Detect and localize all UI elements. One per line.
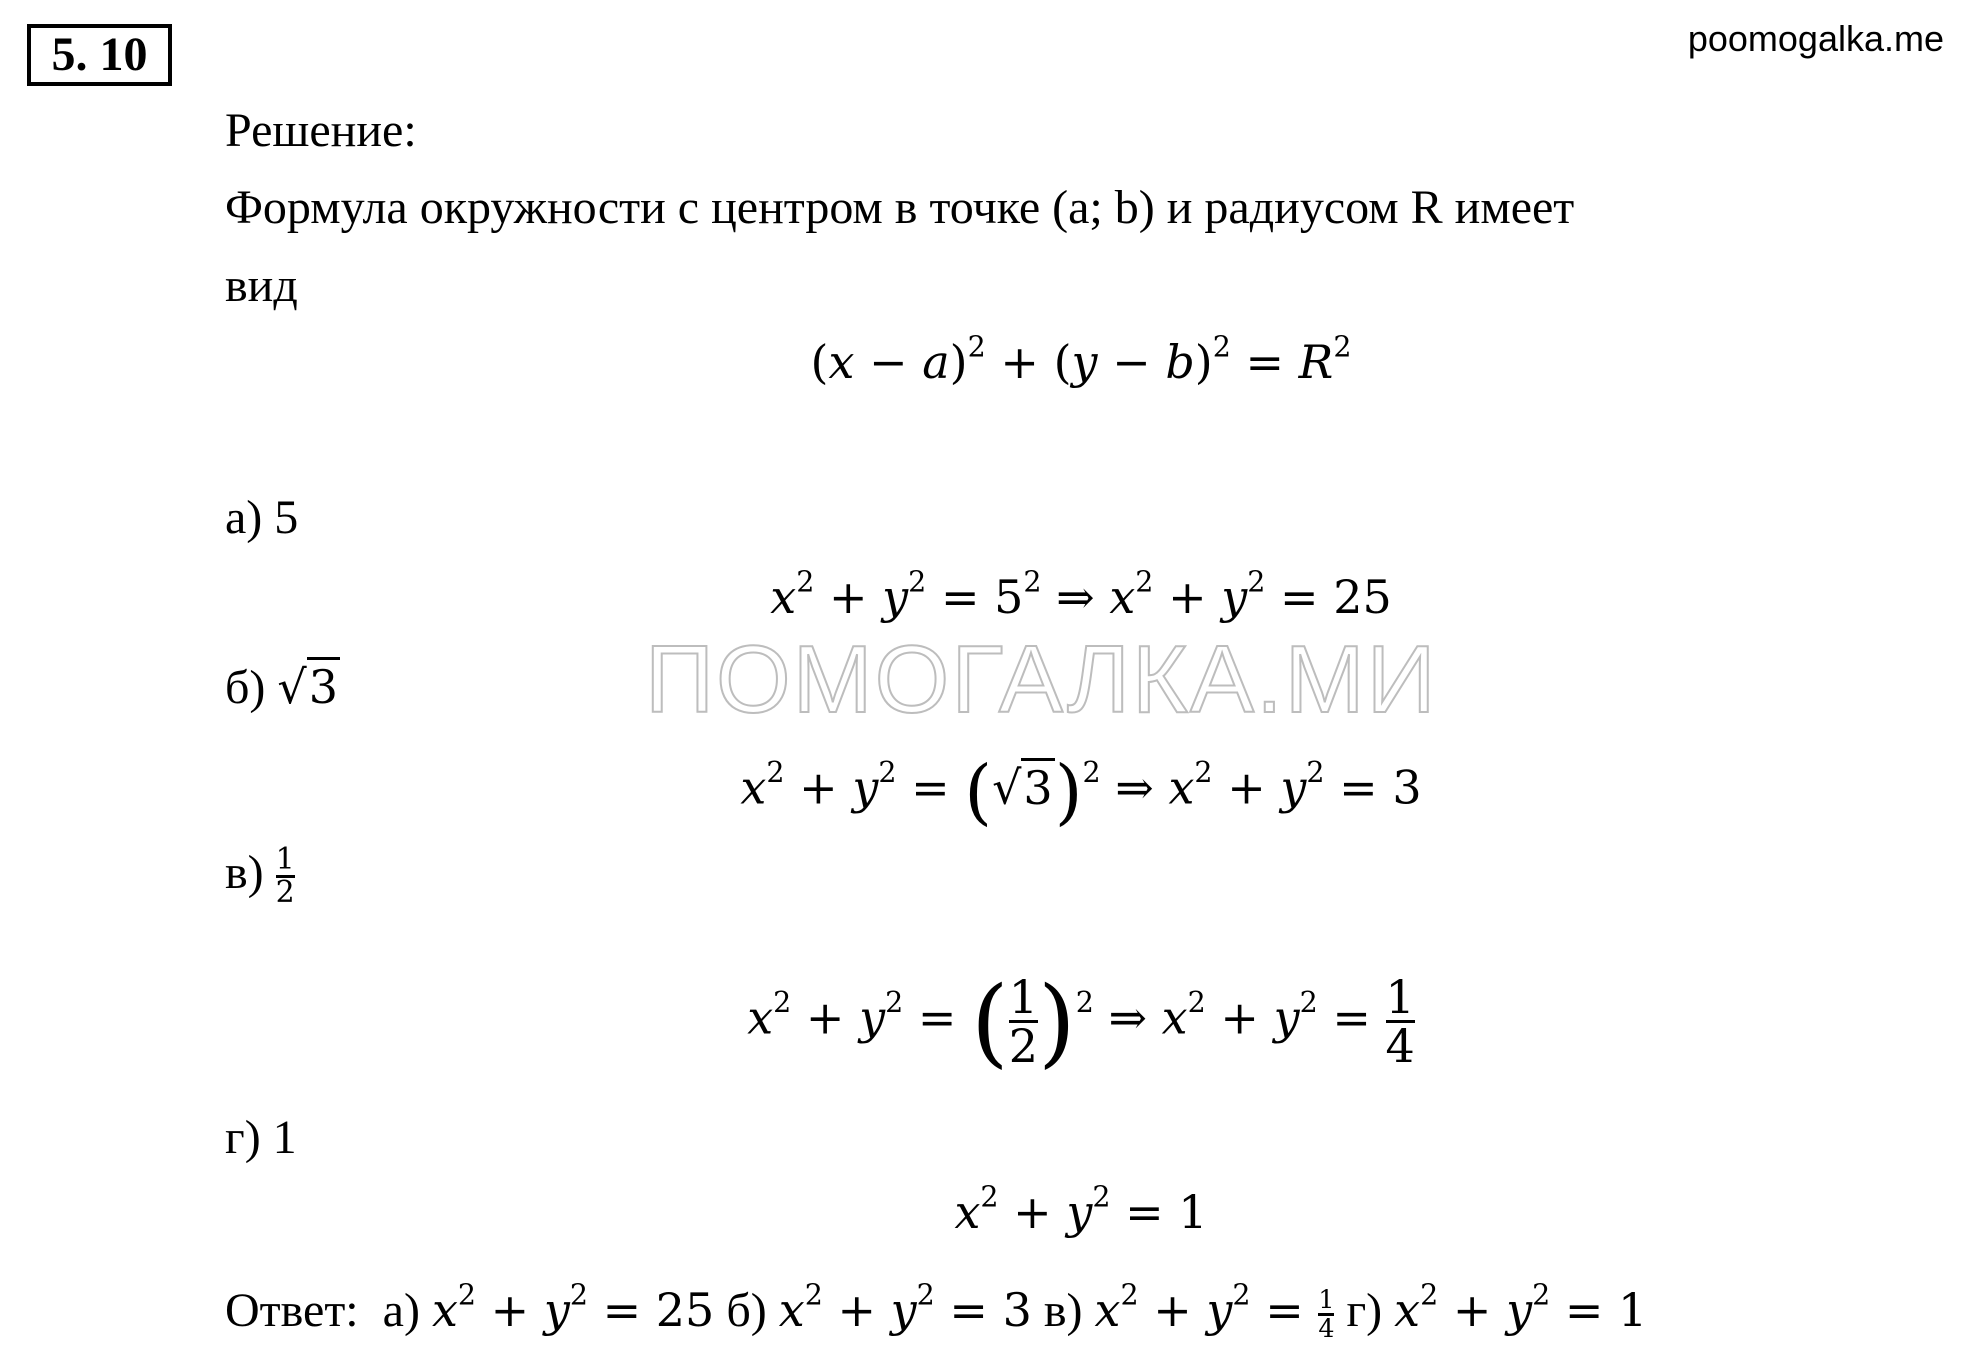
part-v-letter: в)	[225, 846, 264, 899]
sqrt-three: √3	[277, 660, 340, 714]
part-b-label	[225, 660, 340, 715]
problem-number: 5. 10	[27, 24, 172, 86]
answer-b-label: б)	[726, 1284, 767, 1337]
circle-formula: $(x - a)^2 + (y - b)^2 = R^2$	[810, 330, 1352, 389]
answer-a-label: а)	[382, 1284, 420, 1337]
part-g-equation: $x^2 + y^2 = 1$	[954, 1180, 1208, 1239]
answer-v-label: в)	[1043, 1284, 1083, 1337]
part-v-fraction	[275, 842, 295, 911]
part-b-equation: $x^2 + y^2 = (√3)^2$ ⇒ $x^2 + y^2 = 3$	[740, 750, 1422, 833]
watermark: ПОМОГАЛКА.МИ	[645, 626, 1438, 733]
answer-prefix: Ответ:	[225, 1284, 359, 1337]
intro-line-2: вид	[225, 259, 298, 312]
part-a-equation: $x^2 + y^2 = 5^2$ ⇒ $x^2 + y^2 = 25$	[770, 565, 1392, 624]
answer-g-label: г)	[1346, 1284, 1383, 1337]
sqrt-three-arg: 3	[307, 657, 340, 714]
part-v-equation: $x^2 + y^2$ = ( $\frac{1}{2}$ )$^2$ ⇒ $x^2 + y^2$ = $\frac{1}{4}$	[747, 965, 1415, 1078]
part-v-den: 2	[275, 875, 295, 911]
part-v-label	[225, 842, 295, 911]
solution-label: Решение:	[225, 104, 417, 157]
part-g-label: г) 1	[225, 1111, 297, 1164]
part-a-label: а) 5	[225, 491, 299, 544]
part-b-letter: б)	[225, 661, 266, 714]
intro-line-1: Формула окружности с центром в точке (a; b) и радиусом R имеет	[225, 181, 1575, 234]
answer-line: Ответ: а) $x^2 + y^2 = 25$ б) $x^2 + y^2 = 3$ в) $x^2 + y^2$ = $\frac{1}{4}$ г) $x^2 + y^2 = 1$	[225, 1278, 1648, 1343]
part-v-num: 1	[275, 842, 295, 878]
site-name: poomogalka.me	[1687, 18, 1944, 59]
